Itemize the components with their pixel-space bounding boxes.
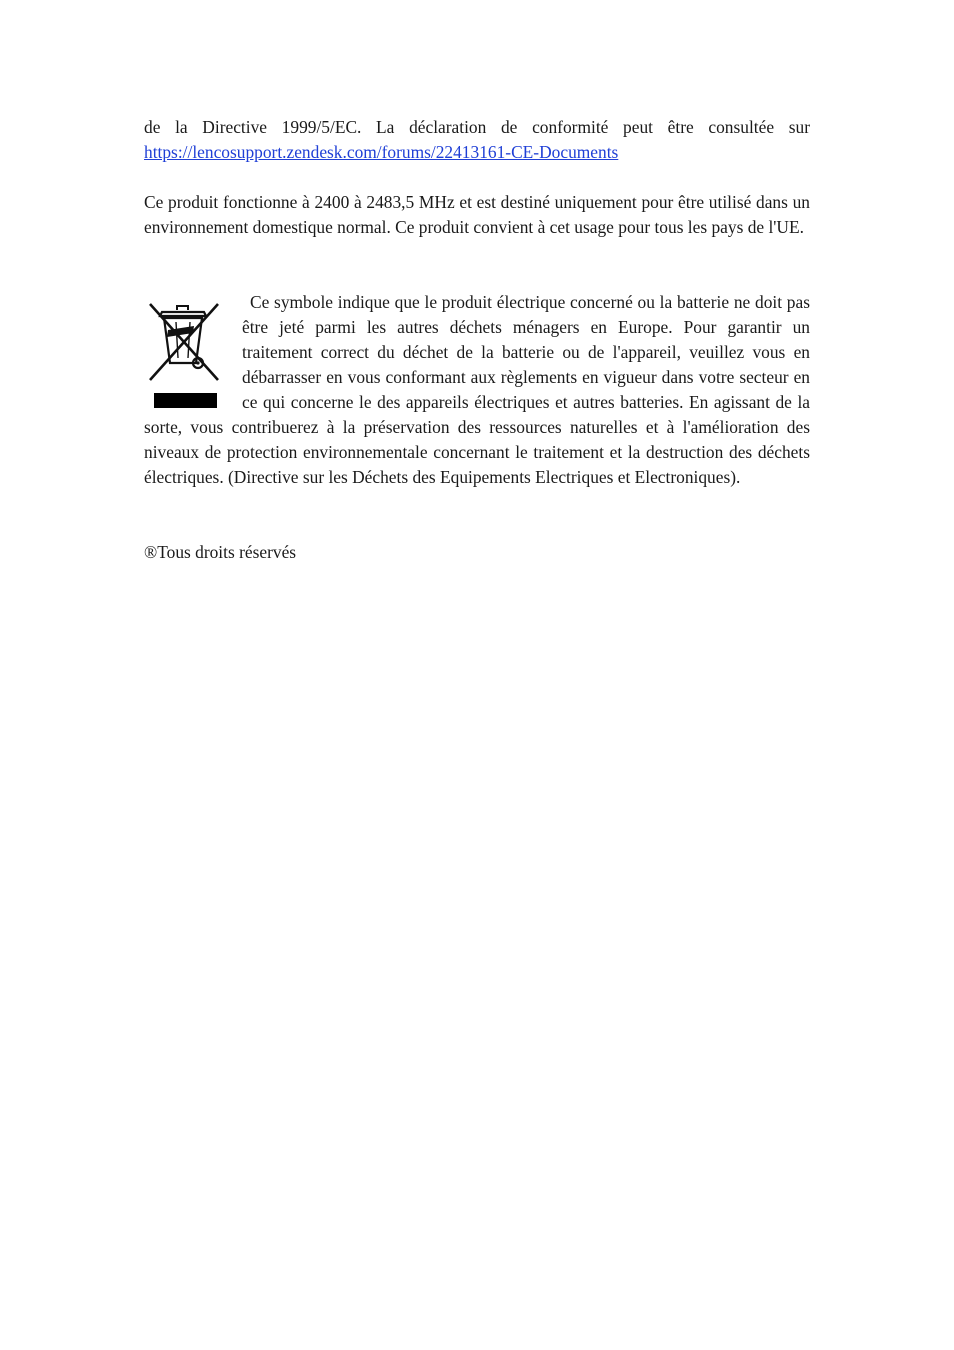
ce-documents-link[interactable]: https://lencosupport.zendesk.com/forums/22413161-CE-Documents — [144, 142, 619, 162]
document-page — [144, 115, 810, 565]
copyright-notice: ®Tous droits réservés — [144, 542, 297, 562]
weee-section — [144, 290, 810, 490]
crossed-out-wheelie-bin-icon — [144, 290, 224, 415]
frequency-paragraph: Ce produit fonctionne à 2400 à 2483,5 MHz et est destiné uniquement pour être utilisé dans un environnement domestique normal. Ce produit convient à cet usage pour tous les pays de l'UE. — [144, 192, 810, 237]
conformity-text: de la Directive 1999/5/EC. La déclaration de conformité peut être consultée sur — [144, 117, 810, 137]
conformity-paragraph — [144, 115, 810, 165]
weee-paragraph: Ce symbole indique que le produit électrique concerné ou la batterie ne doit pas être jeté parmi les autres déchets ménagers en Europe. Pour garantir un traitement correct du déchet de la batterie ou de l'appareil, veuillez vous en débarrasser en vous conformant aux règlements en vigueur dans votre secteur en ce qui concerne le des appareils électriques et autres batteries. En agissant de la sorte, vous contribuerez à la préservation des ressources naturelles et à l'amélioration des niveaux de protection environnementale concernant le traitement et la destruction des déchets électriques. (Directive sur les Déchets des Equipements Electriques et Electroniques). — [144, 292, 810, 487]
